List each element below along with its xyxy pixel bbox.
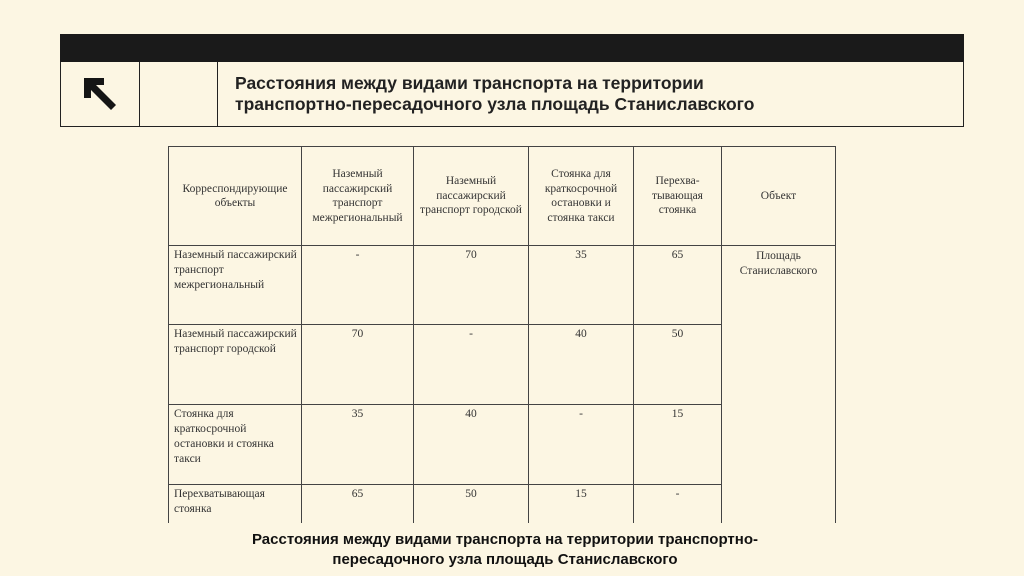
column-header: Объект (722, 147, 836, 246)
table-cell: 65 (302, 485, 414, 523)
column-header: Перехва-тывающая стоянка (634, 147, 722, 246)
row-label: Перехватывающая стоянка (169, 485, 302, 523)
table-header-row (169, 147, 836, 246)
table-cell: 15 (634, 405, 722, 485)
table-row (169, 246, 836, 325)
table-cell: - (634, 485, 722, 523)
header-box (60, 62, 964, 127)
object-cell: Площадь Станиславского (722, 246, 836, 523)
figure-caption (150, 530, 860, 570)
caption-line1: Расстояния между видами транспорта на территории транспортно- (252, 531, 758, 548)
table-cell: 35 (302, 405, 414, 485)
table-cell: 50 (634, 325, 722, 405)
distance-table (168, 146, 836, 523)
column-header: Наземный пассажирский транспорт городской (414, 147, 529, 246)
page-title (235, 73, 935, 115)
table-cell: 40 (414, 405, 529, 485)
column-header: Стоянка для краткосрочной остановки и стоянка такси (529, 147, 634, 246)
table-cell: 70 (414, 246, 529, 325)
table-cell: 65 (634, 246, 722, 325)
table-cell: 35 (529, 246, 634, 325)
header-bar (60, 34, 964, 62)
page-title-line2: транспортно-пересадочного узла площадь Станиславского (235, 94, 755, 114)
table-cell: - (302, 246, 414, 325)
row-label: Наземный пассажирский транспорт городской (169, 325, 302, 405)
arrow-up-left-icon[interactable] (80, 74, 120, 114)
page-title-line1: Расстояния между видами транспорта на территории (235, 73, 704, 93)
table-cell: 40 (529, 325, 634, 405)
row-label: Стоянка для краткосрочной остановки и стоянка такси (169, 405, 302, 485)
caption-line2: пересадочного узла площадь Станиславского (332, 551, 678, 568)
table-cell: 15 (529, 485, 634, 523)
arrow-cell[interactable] (61, 62, 140, 126)
row-label: Наземный пассажирский транспорт межрегиональный (169, 246, 302, 325)
table-cell: 50 (414, 485, 529, 523)
table-cell: - (529, 405, 634, 485)
column-header: Корреспондирующие объекты (169, 147, 302, 246)
table-cell: - (414, 325, 529, 405)
blank-cell (140, 62, 218, 126)
table-cell: 70 (302, 325, 414, 405)
column-header: Наземный пассажирский транспорт межрегиональный (302, 147, 414, 246)
